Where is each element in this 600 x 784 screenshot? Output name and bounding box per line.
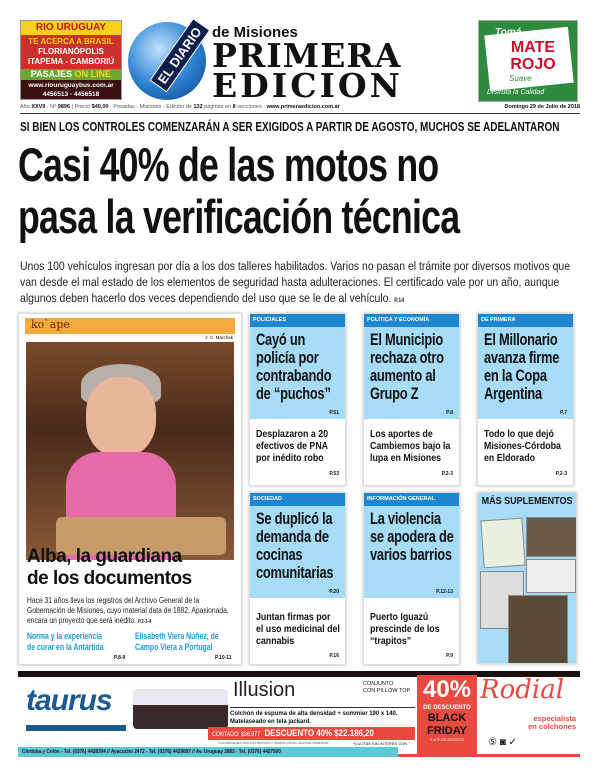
main-headline[interactable]: Casi 40% de las motos no pasa la verificación técnica: [18, 138, 460, 243]
page-ref: P.9: [446, 653, 453, 659]
rodial-tagline: especialista en colchones: [528, 714, 576, 731]
card-subhead[interactable]: Juntan firmas por el uso medicinal del cannabis: [256, 611, 340, 647]
site-url[interactable]: www.primeraedicion.com.ar: [266, 104, 340, 110]
page-ref: P.8: [446, 410, 453, 416]
feature-title[interactable]: Alba, la guardiana de los documentos: [27, 546, 192, 589]
feature-link[interactable]: Elisabeth Viera Núñez, de Campo Viera a Portugal: [135, 631, 219, 652]
main-kicker: SI BIEN LOS CONTROLES COMENZARÁN A SER EXIGIDOS A PARTIR DE AGOSTO, MUCHOS SE ADELANTARON: [20, 120, 560, 134]
ad-online: ON LINE: [74, 69, 112, 79]
ad-url: www.riouruguaybus.com.ar: [28, 82, 114, 89]
ad-mate-rojo[interactable]: [478, 20, 578, 102]
warranty-icons: ⑤ ◙ ✓: [488, 737, 517, 748]
ad-line: FLORIANÓPOLIS: [38, 47, 104, 56]
mattress-image: [133, 689, 228, 729]
supplement-cover[interactable]: [526, 559, 576, 593]
el-diario-label: EL DIARIO: [149, 19, 210, 93]
card-section: INFORMACIÓN GENERAL: [364, 493, 459, 506]
product-desc: Colchón de espuma de alta densidad + sommier 190 x 140. Matelaseado en tela jackard.: [230, 707, 415, 726]
supplement-cover[interactable]: [480, 518, 525, 569]
ad-toma: Tomá: [495, 27, 522, 38]
ad-taurus-rodial[interactable]: [18, 671, 580, 757]
page-ref: P.53: [329, 471, 339, 477]
card-section: POLICIALES: [250, 314, 345, 327]
cuotas-label: *CUOTAS SIN INTERÉS CON: [353, 741, 408, 746]
edition-date: Domingo 29 de Julio de 2018: [504, 104, 580, 110]
supplement-cover[interactable]: [508, 595, 568, 664]
price-bar: CONTADO: $36.977 DESCUENTO 40% $22.186,20: [208, 727, 415, 740]
ad-suave: Suave: [509, 74, 532, 83]
news-card[interactable]: [477, 313, 574, 486]
page-ref: P.8-9: [114, 655, 126, 661]
card-subhead[interactable]: Desplazaron a 20 efectivos de PNA por inédito robo: [256, 428, 329, 464]
photo-credit: J. C. Marchak: [205, 335, 233, 340]
card-headline[interactable]: La violencia se apodera de varios barrios: [370, 510, 454, 564]
feature-photo: [26, 342, 234, 560]
page-ref: P.20: [329, 589, 339, 595]
page-ref: P.51: [329, 410, 339, 416]
masthead-edicion: EDICION: [212, 66, 403, 105]
page-ref: P.12-13: [436, 589, 453, 595]
ad-rio-uruguay[interactable]: [20, 20, 122, 100]
card-headline[interactable]: El Millonario avanza firme en la Copa Argentina: [484, 331, 560, 403]
page-ref: P.2-3: [555, 471, 567, 477]
card-subhead[interactable]: Puerto Iguazú prescinde de los “trapitos”: [370, 611, 440, 647]
card-section: SOCIEDAD: [250, 493, 345, 506]
ad-line: TE ACERCA A BRASIL: [28, 37, 114, 46]
product-name: Illusion: [233, 679, 296, 701]
page-ref: P.16: [329, 653, 339, 659]
news-card[interactable]: [249, 313, 346, 486]
edition-info-bar: Año XXVII · Nº 9896 | Precio $40,00 · Posadas - Misiones - Edición de 132 páginas en 8 secciones - www.primeraedicion.com.ar Domingo 29 de Julio de 2018: [20, 104, 580, 114]
ad-line: ITAPEMA - CAMBORIÚ: [27, 57, 115, 66]
section-label: ko`ape: [25, 318, 235, 334]
black-friday-badge: 40% DE DESCUENTO BLACK FRIDAY 2 al 5 DE AGOSTO: [417, 675, 477, 757]
store-addresses: Córdoba y Colón - Tel. (0376) 4428304 // Ayacucho 2472 - Tel. (0376) 4429897 // Av. Uruguay 2883 - Tel. (0376) 4427500: [18, 747, 398, 757]
page-ref: P.14: [394, 298, 405, 304]
news-card[interactable]: [363, 313, 460, 486]
feature-link[interactable]: Norma y la experiencia de curar en la Antártida: [27, 631, 104, 652]
news-card[interactable]: [249, 492, 346, 665]
ad-brand: RIO URUGUAY: [21, 21, 121, 35]
supplement-cover[interactable]: [526, 517, 577, 557]
taurus-logo: taurus: [26, 684, 112, 717]
card-section: POLÍTICA Y ECONOMÍA: [364, 314, 459, 327]
card-headline[interactable]: El Municipio rechaza otro aumento al Grupo Z: [370, 331, 444, 403]
masthead-primera: PRIMERA: [212, 36, 402, 75]
ad-brand: MATE ROJO: [510, 39, 556, 73]
more-supplements[interactable]: [477, 492, 577, 664]
card-headline[interactable]: Se duplicó la demanda de cocinas comunitarias: [256, 510, 334, 582]
masthead-subtitle: de Misiones: [212, 24, 298, 41]
ad-pasajes: PASAJES: [30, 69, 73, 79]
ad-phones: 4456513 - 4456518: [42, 91, 100, 98]
supplements-title: MÁS SUPLEMENTOS: [481, 496, 573, 507]
card-section: DE PRIMERA: [478, 314, 573, 327]
card-subhead[interactable]: Los aportes de Cambiemos bajo la lupa en Misiones: [370, 428, 451, 464]
product-set: CONJUNTO CON PILLOW TOP: [363, 681, 411, 694]
news-card[interactable]: [363, 492, 460, 665]
feature-story[interactable]: [18, 313, 242, 665]
page-ref: P.2-3: [441, 471, 453, 477]
page-ref: P.10-11: [215, 655, 232, 661]
card-headline[interactable]: Cayó un policía por contrabando de “puchos”: [256, 331, 332, 403]
card-subhead[interactable]: Todo lo que dejó Misiones-Córdoba en Eldorado: [484, 428, 561, 464]
rodial-logo: Rodial: [480, 675, 565, 705]
main-deck: Unos 100 vehículos ingresan por día a los dos talleres habilitados. Varios no pasan el trámite por diversos motivos que van desde el mal estado de los elementos de seguridad hasta adulteraciones. El certificado vale por un año, aunque algunos deben hacerlo dos veces dependiendo del uso que se le de al vehículo. P.14: [20, 259, 571, 305]
fine-print: *LAS IMÁGENES SON ILUSTRATIVAS // OFERTA VÁLIDA HASTA EL 05/08/2018*: [218, 741, 329, 745]
feature-deck: Hace 31 años lleva los registros del Archivo General de la Gobernación de Misiones, cuyo material data de 1882. Apasionada, encara un proyecto que será inédito. P.2-3-4: [27, 596, 229, 625]
ad-tagline: Disfrutá la Calidad: [487, 89, 545, 96]
page-ref: P.7: [560, 410, 567, 416]
